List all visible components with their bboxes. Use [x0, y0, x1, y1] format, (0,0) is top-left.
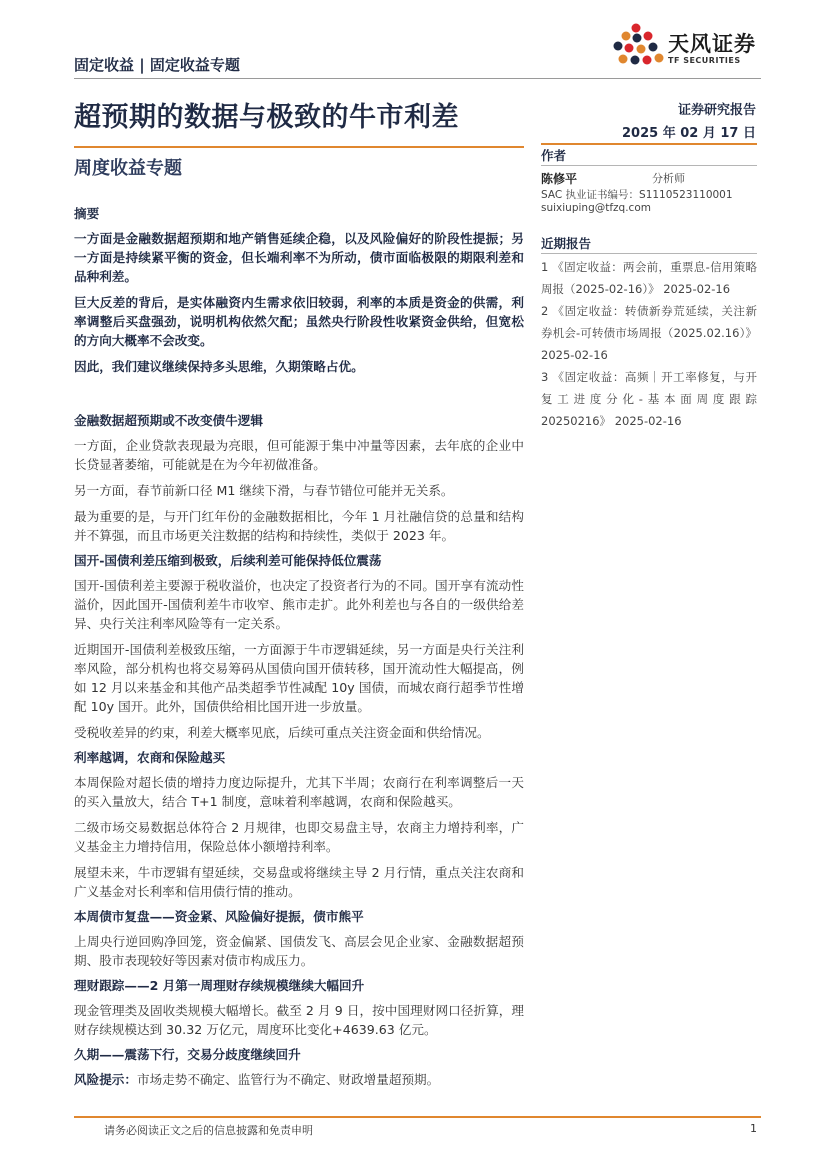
risk-warning: [74, 1070, 524, 1089]
report-category: 固定收益 | 固定收益专题: [74, 56, 240, 74]
logo-wordmark-en: TF SECURITIES: [668, 56, 741, 65]
body-paragraph: 上周央行逆回购净回笼，资金偏紧、国债发飞、高层会见企业家、金融数据超预期、股市表现较好等因素对债市构成压力。: [74, 934, 524, 968]
recent-divider: [541, 253, 757, 254]
body-paragraph: 二级市场交易数据总体符合 2 月规律，也即交易盘主导，农商主力增持利率，广义基金主力增持信用，保险总体小额增持利率。: [74, 820, 524, 854]
report-date: 2025 年 02 月 17 日: [622, 126, 756, 141]
summary-paragraph: 因此，我们建议继续保持多头思维，久期策略占优。: [74, 359, 364, 374]
risk-text: 市场走势不确定、监管行为不确定、财政增量超预期。: [136, 1072, 440, 1087]
body-paragraph: 最为重要的是，与开门红年份的金融数据相比，今年 1 月社融信贷的总量和结构并不算强，而且市场更关注数据的结构和持续性，类似于 2023 年。: [74, 509, 524, 543]
section-heading: 利率越调，农商和保险越买: [74, 750, 226, 765]
author-role: 分析师: [652, 172, 685, 185]
author-name: 陈修平: [541, 172, 578, 186]
body-paragraph: 近期国开-国债利差极致压缩，一方面源于牛市逻辑延续，另一方面是央行关注利率风险，部分机构也将交易筹码从国债向国开债转移，国开流动性大幅提高，例如 12 月以来基金和其他产品类超季节性减配 10y 国债，而城农商行超季节性增配 10y 国开。此外，国债供给相比国开进一步放量。: [74, 642, 524, 714]
main-content: [74, 204, 524, 1089]
header-divider: [74, 78, 761, 79]
recent-report-item[interactable]: 1 《固定收益：两会前，重票息-信用策略周报（2025-02-16）》 2025-02-16: [541, 260, 757, 296]
body-paragraph: 受税收差异的约束，利差大概率见底，后续可重点关注资金面和供给情况。: [74, 725, 490, 740]
report-subtitle: 周度收益专题: [74, 158, 182, 179]
section-heading: 本周债市复盘——资金紧、风险偏好提振，债市熊平: [74, 909, 364, 924]
body-paragraph: 另一方面，春节前新口径 M1 继续下滑，与春节错位可能并无关系。: [74, 483, 454, 498]
author-divider: [541, 165, 757, 166]
author-heading: 作者: [541, 148, 567, 163]
recent-reports-heading: 近期报告: [541, 236, 592, 251]
title-divider: [74, 146, 524, 148]
report-type: 证券研究报告: [677, 103, 756, 118]
section-heading: 久期——震荡下行，交易分歧度继续回升: [74, 1047, 301, 1062]
section-heading: 国开-国债利差压缩到极致，后续利差可能保持低位震荡: [74, 553, 382, 568]
report-title: 超预期的数据与极致的牛市利差: [74, 102, 459, 133]
recent-report-item[interactable]: 2 《固定收益：转债新券荒延续，关注新券机会-可转债市场周报（2025.02.16）》 2025-02-16: [541, 304, 757, 362]
summary-heading: 摘要: [74, 206, 100, 221]
body-paragraph: 现金管理类及固收类规模大幅增长。截至 2 月 9 日，按中国理财网口径折算，理财存续规模达到 30.32 万亿元，周度环比变化+4639.63 亿元。: [74, 1003, 524, 1037]
body-paragraph: 国开-国债利差主要源于税收溢价，也决定了投资者行为的不同。国开享有流动性溢价，因此国开-国债利差牛市收窄、熊市走扩。此外利差也与各自的一级供给差异、央行关注利率风险等有一定关系。: [74, 578, 524, 631]
logo-wordmark-cn: 天风证券: [668, 32, 756, 56]
section-heading: 理财跟踪——2 月第一周理财存续规模继续大幅回升: [74, 978, 365, 993]
footer-disclaimer: 请务必阅读正文之后的信息披露和免责申明: [104, 1124, 313, 1137]
summary-paragraph: 一方面是金融数据超预期和地产销售延续企稳，以及风险偏好的阶段性提振；另一方面是持续紧平衡的资金，但长端利率不为所动，债市面临极限的期限利差和品种利差。: [74, 231, 524, 284]
summary-paragraph: 巨大反差的背后，是实体融资内生需求依旧较弱，利率的本质是资金的供需，利率调整后买盘强劲，说明机构依然欠配；虽然央行阶段性收紧资金供给，但宽松的方向大概率不会改变。: [74, 295, 524, 348]
author-cert: SAC 执业证书编号：S1110523110001: [541, 189, 733, 201]
body-paragraph: 本周保险对超长债的增持力度边际提升，尤其下半周；农商行在利率调整后一天的买入量放大，结合 T+1 制度，意味着利率越调，农商和保险越买。: [74, 775, 524, 809]
section-heading: 金融数据超预期或不改变债牛逻辑: [74, 413, 263, 428]
recent-reports-list: [541, 256, 757, 432]
recent-report-item[interactable]: 3 《固定收益：高频｜开工率修复，与开复工进度分化-基本面周度跟踪20250216》 2025-02-16: [541, 370, 757, 428]
sidebar-top-divider: [541, 143, 757, 145]
footer-divider: [74, 1116, 761, 1118]
risk-label: 风险提示：: [74, 1072, 137, 1087]
author-email[interactable]: suixiuping@tfzq.com: [541, 202, 651, 214]
body-paragraph: 展望未来，牛市逻辑有望延续，交易盘或将继续主导 2 月行情，重点关注农商和广义基金对长利率和信用债行情的推动。: [74, 865, 524, 899]
page-number: 1: [750, 1122, 757, 1135]
body-paragraph: 一方面，企业贷款表现最为亮眼，但可能源于集中冲量等因素，去年底的企业中长贷显著萎缩，可能就是在为今年初做准备。: [74, 438, 524, 472]
